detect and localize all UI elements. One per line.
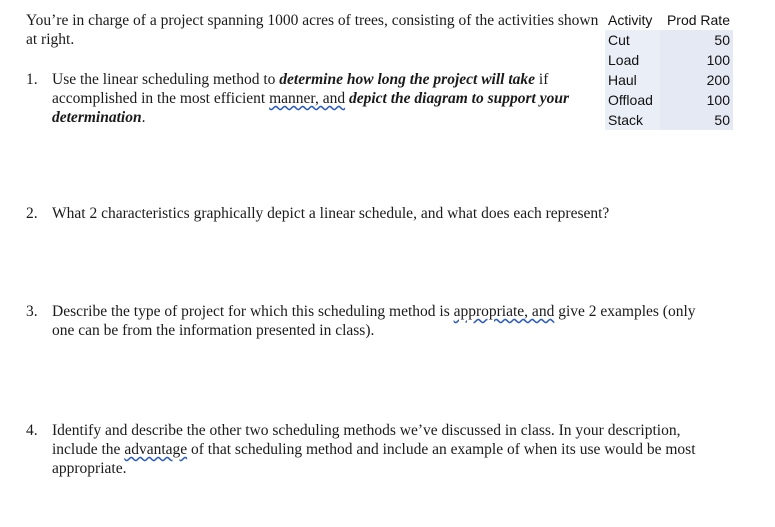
question-text: [52, 421, 706, 478]
activity-cell: Load: [605, 50, 660, 70]
production-rate-table: [605, 10, 733, 130]
rate-cell: 200: [660, 70, 733, 90]
question-text: [52, 70, 586, 127]
activity-cell: Haul: [605, 70, 660, 90]
question-text-part: Use the linear scheduling method to: [52, 71, 280, 88]
activity-cell: Offload: [605, 90, 660, 110]
question-emphasis: depict the diagram to support your determination: [52, 90, 569, 126]
question-text: [52, 302, 706, 340]
question-text-part: .: [141, 109, 146, 126]
header-prod-rate: Prod Rate: [660, 10, 733, 30]
question-2: [26, 204, 706, 223]
table-row: [605, 90, 733, 110]
rate-cell: 100: [660, 90, 733, 110]
table-row: [605, 30, 733, 50]
table-row: [605, 110, 733, 130]
question-4: [26, 421, 706, 478]
rate-cell: 50: [660, 30, 733, 50]
question-emphasis: determine how long the project will take: [279, 71, 536, 88]
grammar-flag-text: manner, and: [269, 90, 346, 107]
table-row: [605, 50, 733, 70]
question-number: 1.: [26, 71, 38, 88]
question-text-part: if accomplished in the most efficient: [52, 71, 549, 107]
question-number: 4.: [26, 422, 38, 439]
question-text-part: Identify and describe the other two scheduling methods we’ve discussed in class. In your description, include the: [52, 422, 681, 458]
table-header-row: [605, 10, 733, 30]
rate-cell: 50: [660, 110, 733, 130]
question-number: 2.: [26, 205, 38, 222]
table-row: [605, 70, 733, 90]
question-1: [26, 70, 586, 127]
question-text-part: give 2 examples (only one can be from the information presented in class).: [52, 303, 696, 339]
question-3: [26, 302, 706, 340]
rate-cell: 100: [660, 50, 733, 70]
intro-paragraph: You’re in charge of a project spanning 1000 acres of trees, consisting of the activities shown at right.: [26, 12, 599, 48]
activity-cell: Stack: [605, 110, 660, 130]
question-text-part: of that scheduling method and include an example of when its use would be most appropriate.: [52, 441, 696, 477]
question-text: What 2 characteristics graphically depict a linear schedule, and what does each represent?: [52, 205, 610, 222]
grammar-flag-text: advantage: [124, 441, 188, 458]
header-activity: Activity: [605, 10, 660, 30]
question-number: 3.: [26, 303, 38, 320]
grammar-flag-text: appropriate, and: [453, 303, 555, 320]
question-text-part: Describe the type of project for which this scheduling method is: [52, 303, 454, 320]
activity-cell: Cut: [605, 30, 660, 50]
